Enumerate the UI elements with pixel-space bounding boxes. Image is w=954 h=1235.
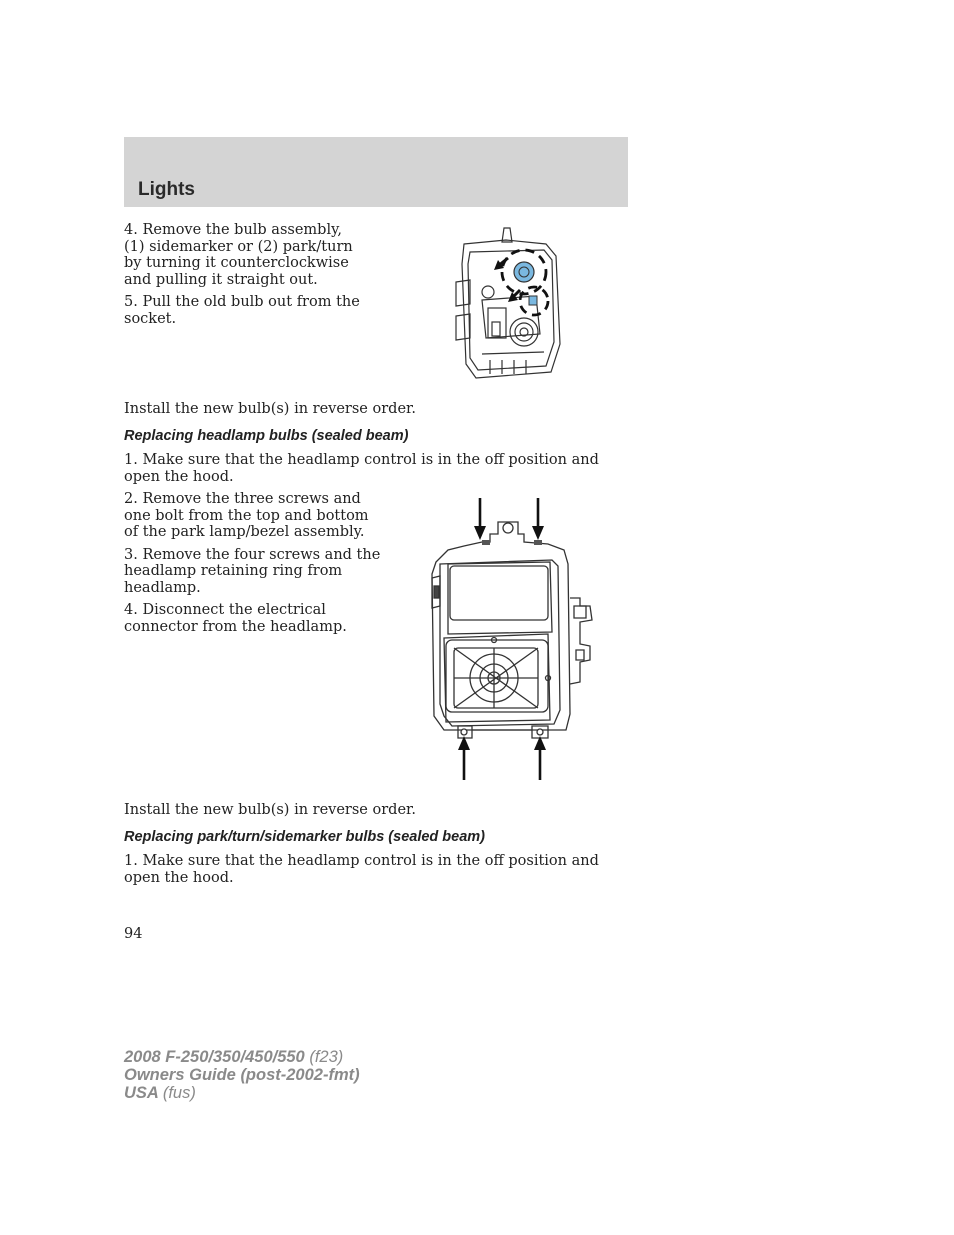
install-note-1: Install the new bulb(s) in reverse order. — [124, 401, 416, 417]
footer-market-code: (fus) — [162, 1084, 196, 1102]
document-footer — [124, 1048, 360, 1102]
install-note-2: Install the new bulb(s) in reverse order. — [124, 802, 416, 818]
headlamp-step-1: 1. Make sure that the headlamp control is in the off position and open the hood. — [124, 452, 599, 485]
footer-model-code: (f23) — [309, 1048, 344, 1066]
footer-market: USA — [124, 1084, 159, 1102]
step-remove-retaining-ring: 3. Remove the four screws and the headlamp retaining ring from headlamp. — [124, 546, 381, 596]
step-remove-bulb-assembly: 4. Remove the bulb assembly, (1) sidemarker or (2) park/turn by turning it counterclockwise and pulling it straight out. — [124, 222, 353, 288]
step-disconnect-connector: 4. Disconnect the electrical connector from the headlamp. — [124, 602, 347, 635]
page-number: 94 — [124, 926, 143, 942]
park-turn-heading: Replacing park/turn/sidemarker bulbs (sealed beam) — [124, 829, 486, 845]
bulb-removal-steps — [124, 222, 364, 333]
park-turn-step-1: 1. Make sure that the headlamp control is in the off position and open the hood. — [124, 853, 599, 886]
section-header-band — [124, 137, 628, 207]
footer-model: 2008 F-250/350/450/550 — [124, 1048, 305, 1066]
step-remove-screws-bolt: 2. Remove the three screws and one bolt from the top and bottom of the park lamp/bezel assembly. — [124, 491, 369, 540]
step-pull-old-bulb: 5. Pull the old bulb out from the socket. — [124, 294, 360, 327]
footer-line-2: Owners Guide (post-2002-fmt) — [124, 1066, 360, 1084]
footer-line-3 — [124, 1084, 360, 1102]
headlamp-assembly-illustration — [424, 494, 598, 784]
headlamp-steps — [124, 491, 382, 641]
headlamp-heading: Replacing headlamp bulbs (sealed beam) — [124, 428, 409, 444]
footer-line-1 — [124, 1048, 360, 1066]
section-title: Lights — [138, 179, 195, 200]
park-lamp-assembly-illustration — [436, 224, 566, 382]
